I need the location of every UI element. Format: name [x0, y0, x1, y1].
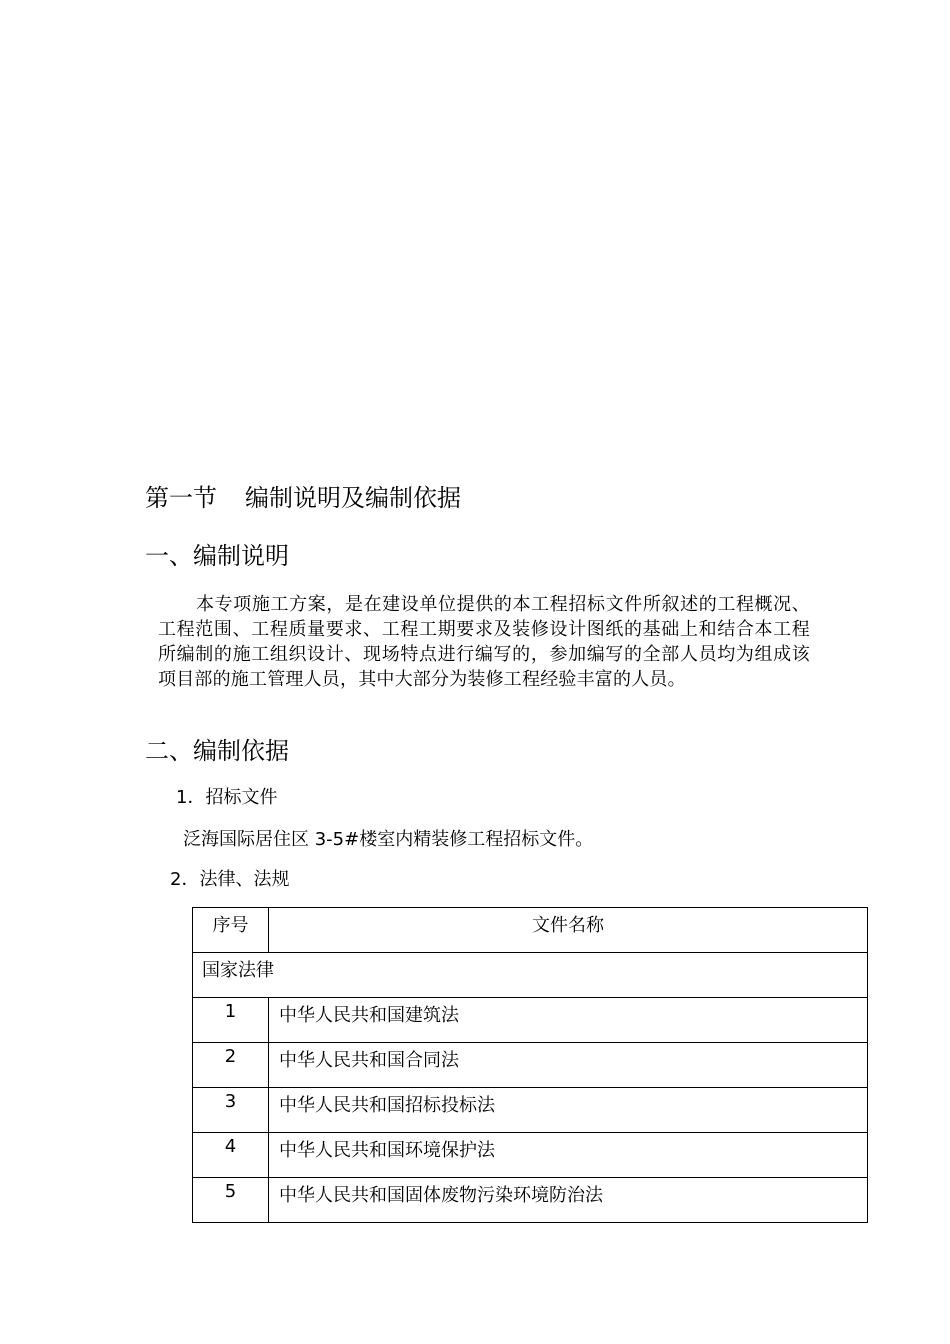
row-document-name: 中华人民共和国建筑法	[269, 998, 868, 1043]
row-number: 5	[193, 1178, 269, 1223]
basis-item-tender-docs: 1．招标文件	[176, 787, 278, 808]
section-title-text: 编制说明及编制依据	[245, 484, 461, 512]
row-number: 4	[193, 1133, 269, 1178]
row-number: 1	[193, 998, 269, 1043]
row-document-name: 中华人民共和国招标投标法	[269, 1088, 868, 1133]
row-number: 2	[193, 1043, 269, 1088]
heading-basis: 二、编制依据	[145, 737, 289, 765]
basis-item-tender-docs-text: 泛海国际居住区 3-5#楼室内精装修工程招标文件。	[183, 829, 594, 850]
table-row	[193, 998, 868, 1043]
section-number: 第一节	[145, 484, 217, 512]
row-document-name: 中华人民共和国环境保护法	[269, 1133, 868, 1178]
header-number: 序号	[193, 908, 269, 953]
category-national-law: 国家法律	[193, 953, 868, 998]
row-number: 3	[193, 1088, 269, 1133]
explanation-paragraph: 本专项施工方案，是在建设单位提供的本工程招标文件所叙述的工程概况、工程范围、工程质量要求、工程工期要求及装修设计图纸的基础上和结合本工程所编制的施工组织设计、现场特点进行编写的，参加编写的全部人员均为组成该项目部的施工管理人员，其中大部分为装修工程经验丰富的人员。	[158, 594, 810, 690]
heading-explanation: 一、编制说明	[145, 542, 289, 570]
laws-table	[192, 907, 868, 1223]
table-row	[193, 1043, 868, 1088]
table-row	[193, 1088, 868, 1133]
section-title	[145, 482, 461, 514]
table-row	[193, 1133, 868, 1178]
row-document-name: 中华人民共和国合同法	[269, 1043, 868, 1088]
row-document-name: 中华人民共和国固体废物污染环境防治法	[269, 1178, 868, 1223]
header-document-name: 文件名称	[269, 908, 868, 953]
table-row	[193, 1178, 868, 1223]
basis-item-laws: 2．法律、法规	[170, 869, 290, 890]
table-header-row	[193, 908, 868, 953]
table-category-row	[193, 953, 868, 998]
